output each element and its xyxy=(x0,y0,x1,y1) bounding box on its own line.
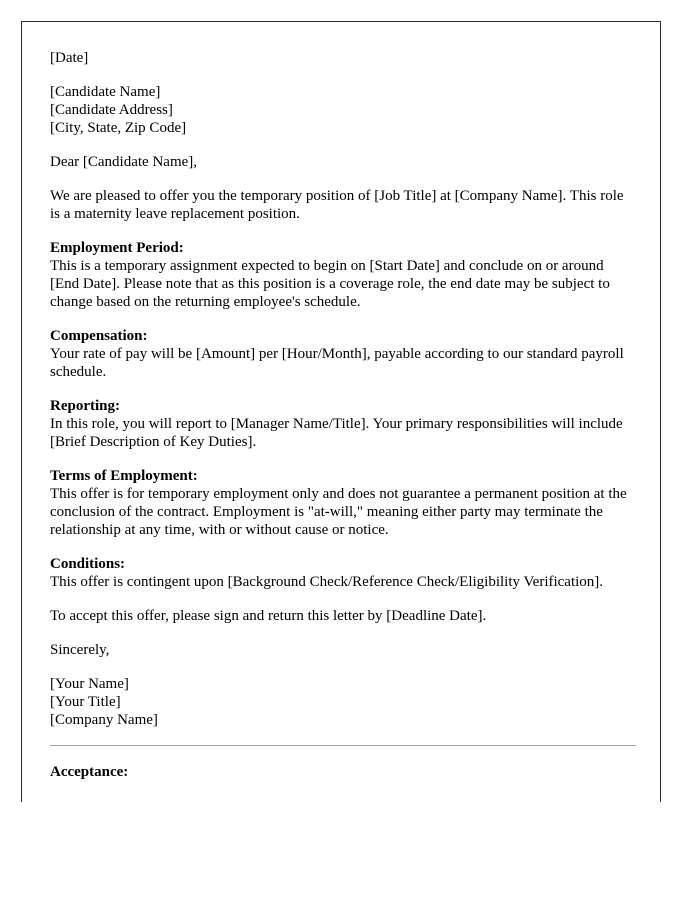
salutation: Dear [Candidate Name], xyxy=(50,154,198,170)
section-body: This offer is contingent upon [Background Check/Reference Check/Eligibility Verification]. xyxy=(50,574,604,590)
recipient-city-state-zip: [City, State, Zip Code] xyxy=(50,120,187,136)
section-body: Your rate of pay will be [Amount] per [Hour/Month], payable according to our standard payroll schedule. xyxy=(50,346,624,380)
acceptance-label: Acceptance: xyxy=(50,764,129,780)
sender-block xyxy=(50,675,636,729)
signature-divider xyxy=(50,745,636,746)
section-body: This is a temporary assignment expected to begin on [Start Date] and conclude on or around [End Date]. Please note that as this position is a coverage role, the end date may be subject to change based on the returning employee's schedule. xyxy=(50,258,610,310)
section-compensation xyxy=(50,327,636,381)
section-body: In this role, you will report to [Manager Name/Title]. Your primary responsibilities will include [Brief Description of Key Duties]. xyxy=(50,416,623,450)
letter-date: [Date] xyxy=(50,50,89,66)
intro-paragraph: We are pleased to offer you the temporary position of [Job Title] at [Company Name]. This role is a maternity leave replacement position. xyxy=(50,188,624,222)
section-conditions xyxy=(50,555,636,591)
section-heading: Reporting: xyxy=(50,398,120,414)
closing-instruction: To accept this offer, please sign and return this letter by [Deadline Date]. xyxy=(50,608,487,624)
sender-name: [Your Name] xyxy=(50,676,129,692)
letter-content xyxy=(50,49,636,797)
recipient-name: [Candidate Name] xyxy=(50,84,161,100)
section-heading: Employment Period: xyxy=(50,240,184,256)
section-heading: Compensation: xyxy=(50,328,148,344)
section-reporting xyxy=(50,397,636,451)
sender-title: [Your Title] xyxy=(50,694,121,710)
section-heading: Conditions: xyxy=(50,556,126,572)
section-employment-period xyxy=(50,239,636,311)
sender-company: [Company Name] xyxy=(50,712,158,728)
section-heading: Terms of Employment: xyxy=(50,468,198,484)
letter-page xyxy=(21,21,661,802)
acceptance-heading xyxy=(50,763,636,781)
recipient-address: [Candidate Address] xyxy=(50,102,173,118)
section-terms-of-employment xyxy=(50,467,636,539)
section-body: This offer is for temporary employment only and does not guarantee a permanent position at the conclusion of the contract. Employment is "at-will," meaning either party may terminate the relationship at any time, with or without cause or notice. xyxy=(50,486,627,538)
sign-off: Sincerely, xyxy=(50,642,110,658)
recipient-block xyxy=(50,83,636,137)
